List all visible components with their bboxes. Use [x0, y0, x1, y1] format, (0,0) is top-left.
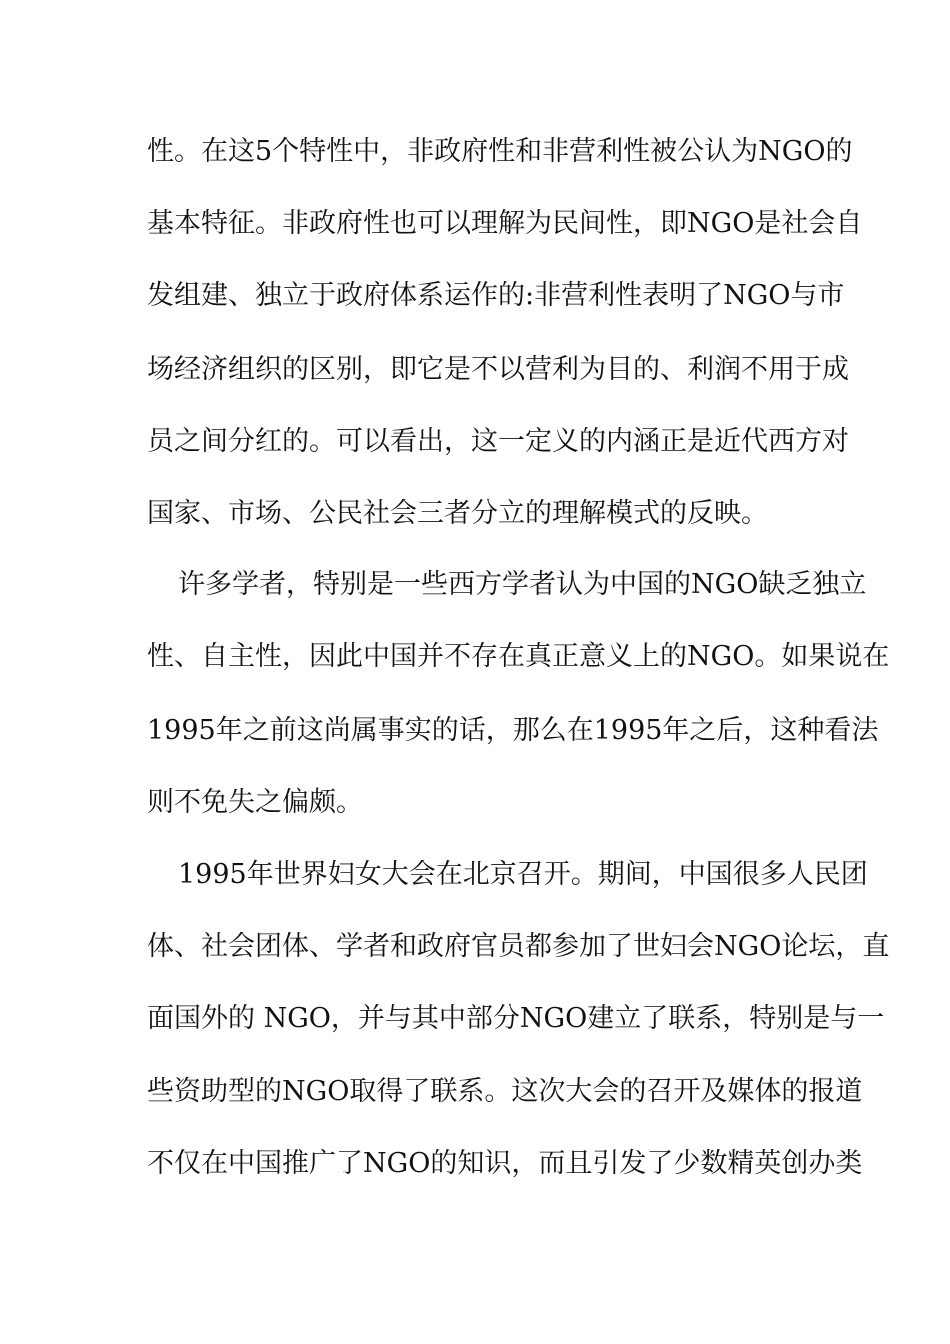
text-line: 员之间分红的。可以看出，这一定义的内涵正是近代西方对: [147, 426, 849, 457]
text-line: 些资助型的NGO取得了联系。这次大会的召开及媒体的报道: [147, 1076, 863, 1107]
text-line: 基本特征。非政府性也可以理解为民间性，即NGO是社会自: [147, 208, 863, 239]
text-line: 场经济组织的区别，即它是不以营利为目的、利润不用于成: [147, 354, 849, 385]
text-line: 发组建、独立于政府体系运作的:非营利性表明了NGO与市: [147, 280, 845, 311]
text-line: 不仅在中国推广了NGO的知识，而且引发了少数精英创办类: [147, 1148, 863, 1179]
text-line: 则不免失之偏颇。: [147, 787, 363, 818]
text-line: 1995年之前这尚属事实的话，那么在1995年之后，这种看法: [147, 715, 879, 746]
text-line: 性。在这5个特性中，非政府性和非营利性被公认为NGO的: [147, 136, 853, 167]
text-line: 面国外的 NGO，并与其中部分NGO建立了联系，特别是与一: [147, 1003, 885, 1034]
text-line: 性、自主性，因此中国并不存在真正意义上的NGO。如果说在: [147, 641, 890, 672]
paragraph-first-line: 许多学者，特别是一些西方学者认为中国的NGO缺乏独立: [178, 569, 867, 600]
text-line: 国家、市场、公民社会三者分立的理解模式的反映。: [147, 498, 768, 529]
text-line: 体、社会团体、学者和政府官员都参加了世妇会NGO论坛，直: [147, 931, 890, 962]
paragraph-first-line: 1995年世界妇女大会在北京召开。期间，中国很多人民团: [178, 859, 868, 890]
